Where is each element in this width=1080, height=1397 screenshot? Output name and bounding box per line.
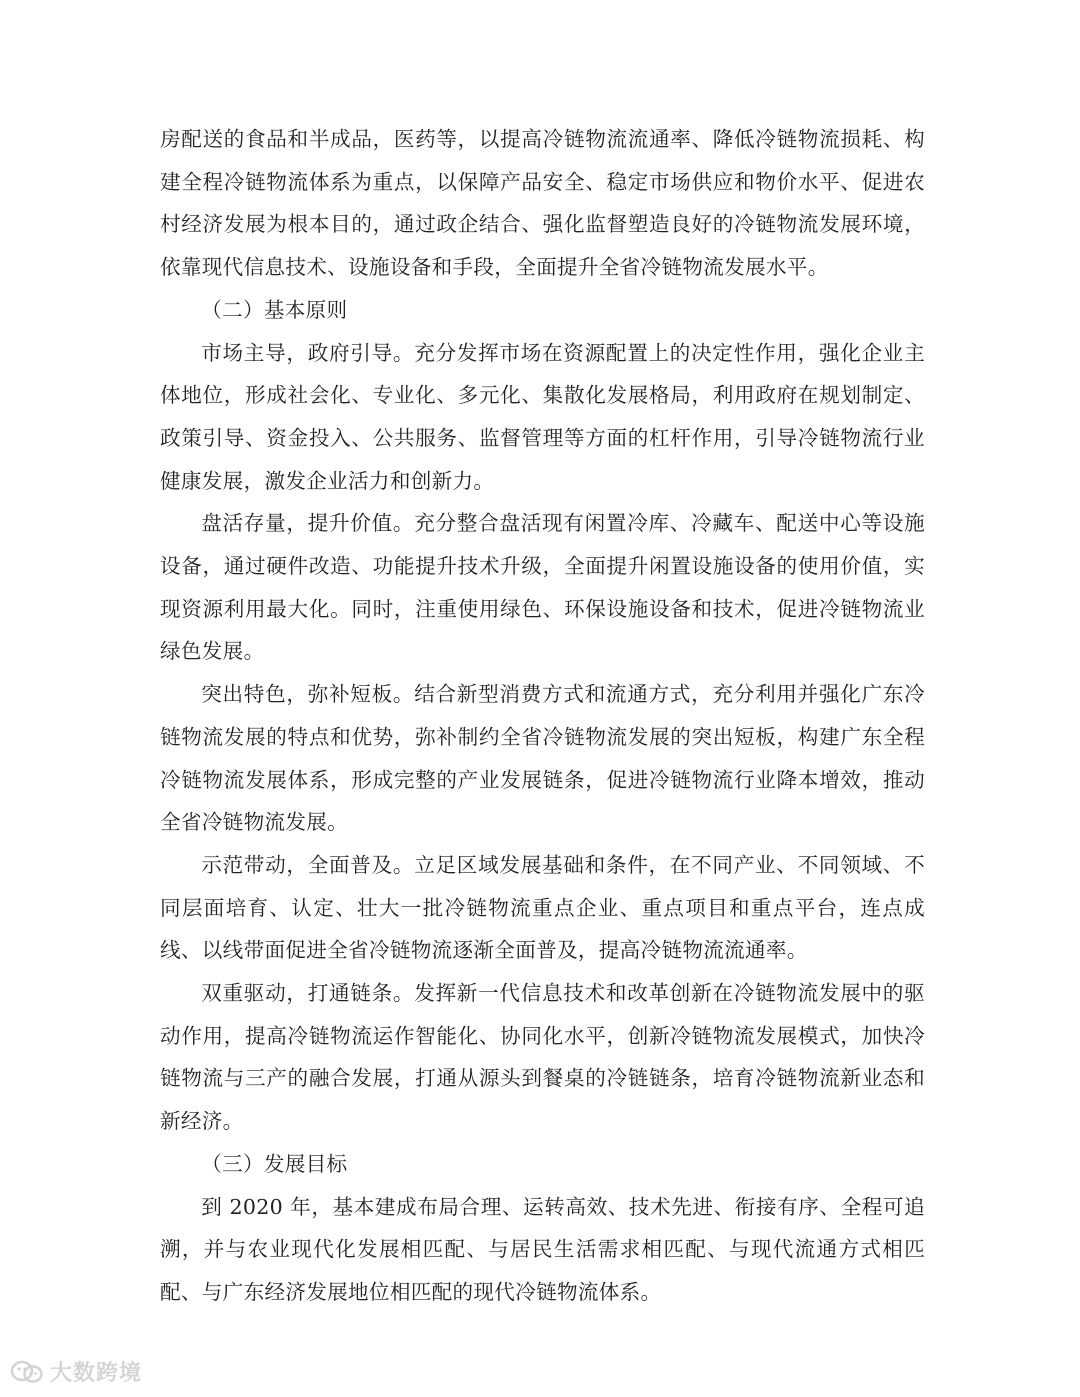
paragraph-highlight-features: 突出特色，弥补短板。结合新型消费方式和流通方式，充分利用并强化广东冷链物流发展的特点和优势，弥补制约全省冷链物流发展的突出短板，构建广东全程冷链物流发展体系，形成完整的产业发展链条，促进冷链物流行业降本增效，推动全省冷链物流发展。 — [160, 682, 925, 835]
section-heading-development-goals: （三）发展目标 — [201, 1151, 348, 1176]
paragraph-market-leading: 市场主导，政府引导。充分发挥市场在资源配置上的决定性作用，强化企业主体地位，形成社会化、专业化、多元化、集散化发展格局，利用政府在规划制定、政策引导、资金投入、公共服务、监督管理等方面的杠杆作用，引导冷链物流行业健康发展，激发企业活力和创新力。 — [160, 340, 925, 493]
paragraph-demonstration: 示范带动，全面普及。立足区域发展基础和条件，在不同产业、不同领域、不同层面培育、认定、壮大一批冷链物流重点企业、重点项目和重点平台，连点成线、以线带面促进全省冷链物流逐渐全面普及，提高冷链物流流通率。 — [160, 852, 925, 963]
watermark-text: 大数跨境 — [50, 1361, 143, 1386]
paragraph-dual-drive: 双重驱动，打通链条。发挥新一代信息技术和改革创新在冷链物流发展中的驱动作用，提高冷链物流运作智能化、协同化水平，创新冷链物流发展模式，加快冷链物流与三产的融合发展，打通从源头到餐桌的冷链链条，培育冷链物流新业态和新经济。 — [160, 981, 925, 1134]
wechat-eyes-logo-icon — [10, 1359, 44, 1385]
document-body — [160, 118, 925, 1314]
paragraph-continuation: 房配送的食品和半成品，医药等，以提高冷链物流流通率、降低冷链物流损耗、构建全程冷链物流体系为重点，以保障产品安全、稳定市场供应和物价水平、促进农村经济发展为根本目的，通过政企结合、强化监督塑造良好的冷链物流发展环境，依靠现代信息技术、设施设备和手段，全面提升全省冷链物流发展水平。 — [160, 127, 925, 280]
watermark — [10, 1356, 142, 1387]
paragraph-goal-2020: 到 2020 年，基本建成布局合理、运转高效、技术先进、衔接有序、全程可追溯，并与农业现代化发展相匹配、与居民生活需求相匹配、与现代流通方式相匹配、与广东经济发展地位相匹配的现代冷链物流体系。 — [160, 1194, 925, 1304]
paragraph-revitalize-stock: 盘活存量，提升价值。充分整合盘活现有闲置冷库、冷藏车、配送中心等设施设备，通过硬件改造、功能提升技术升级，全面提升闲置设施设备的使用价值，实现资源利用最大化。同时，注重使用绿色、环保设施设备和技术，促进冷链物流业绿色发展。 — [160, 511, 925, 664]
section-heading-basic-principles: （二）基本原则 — [201, 297, 348, 322]
